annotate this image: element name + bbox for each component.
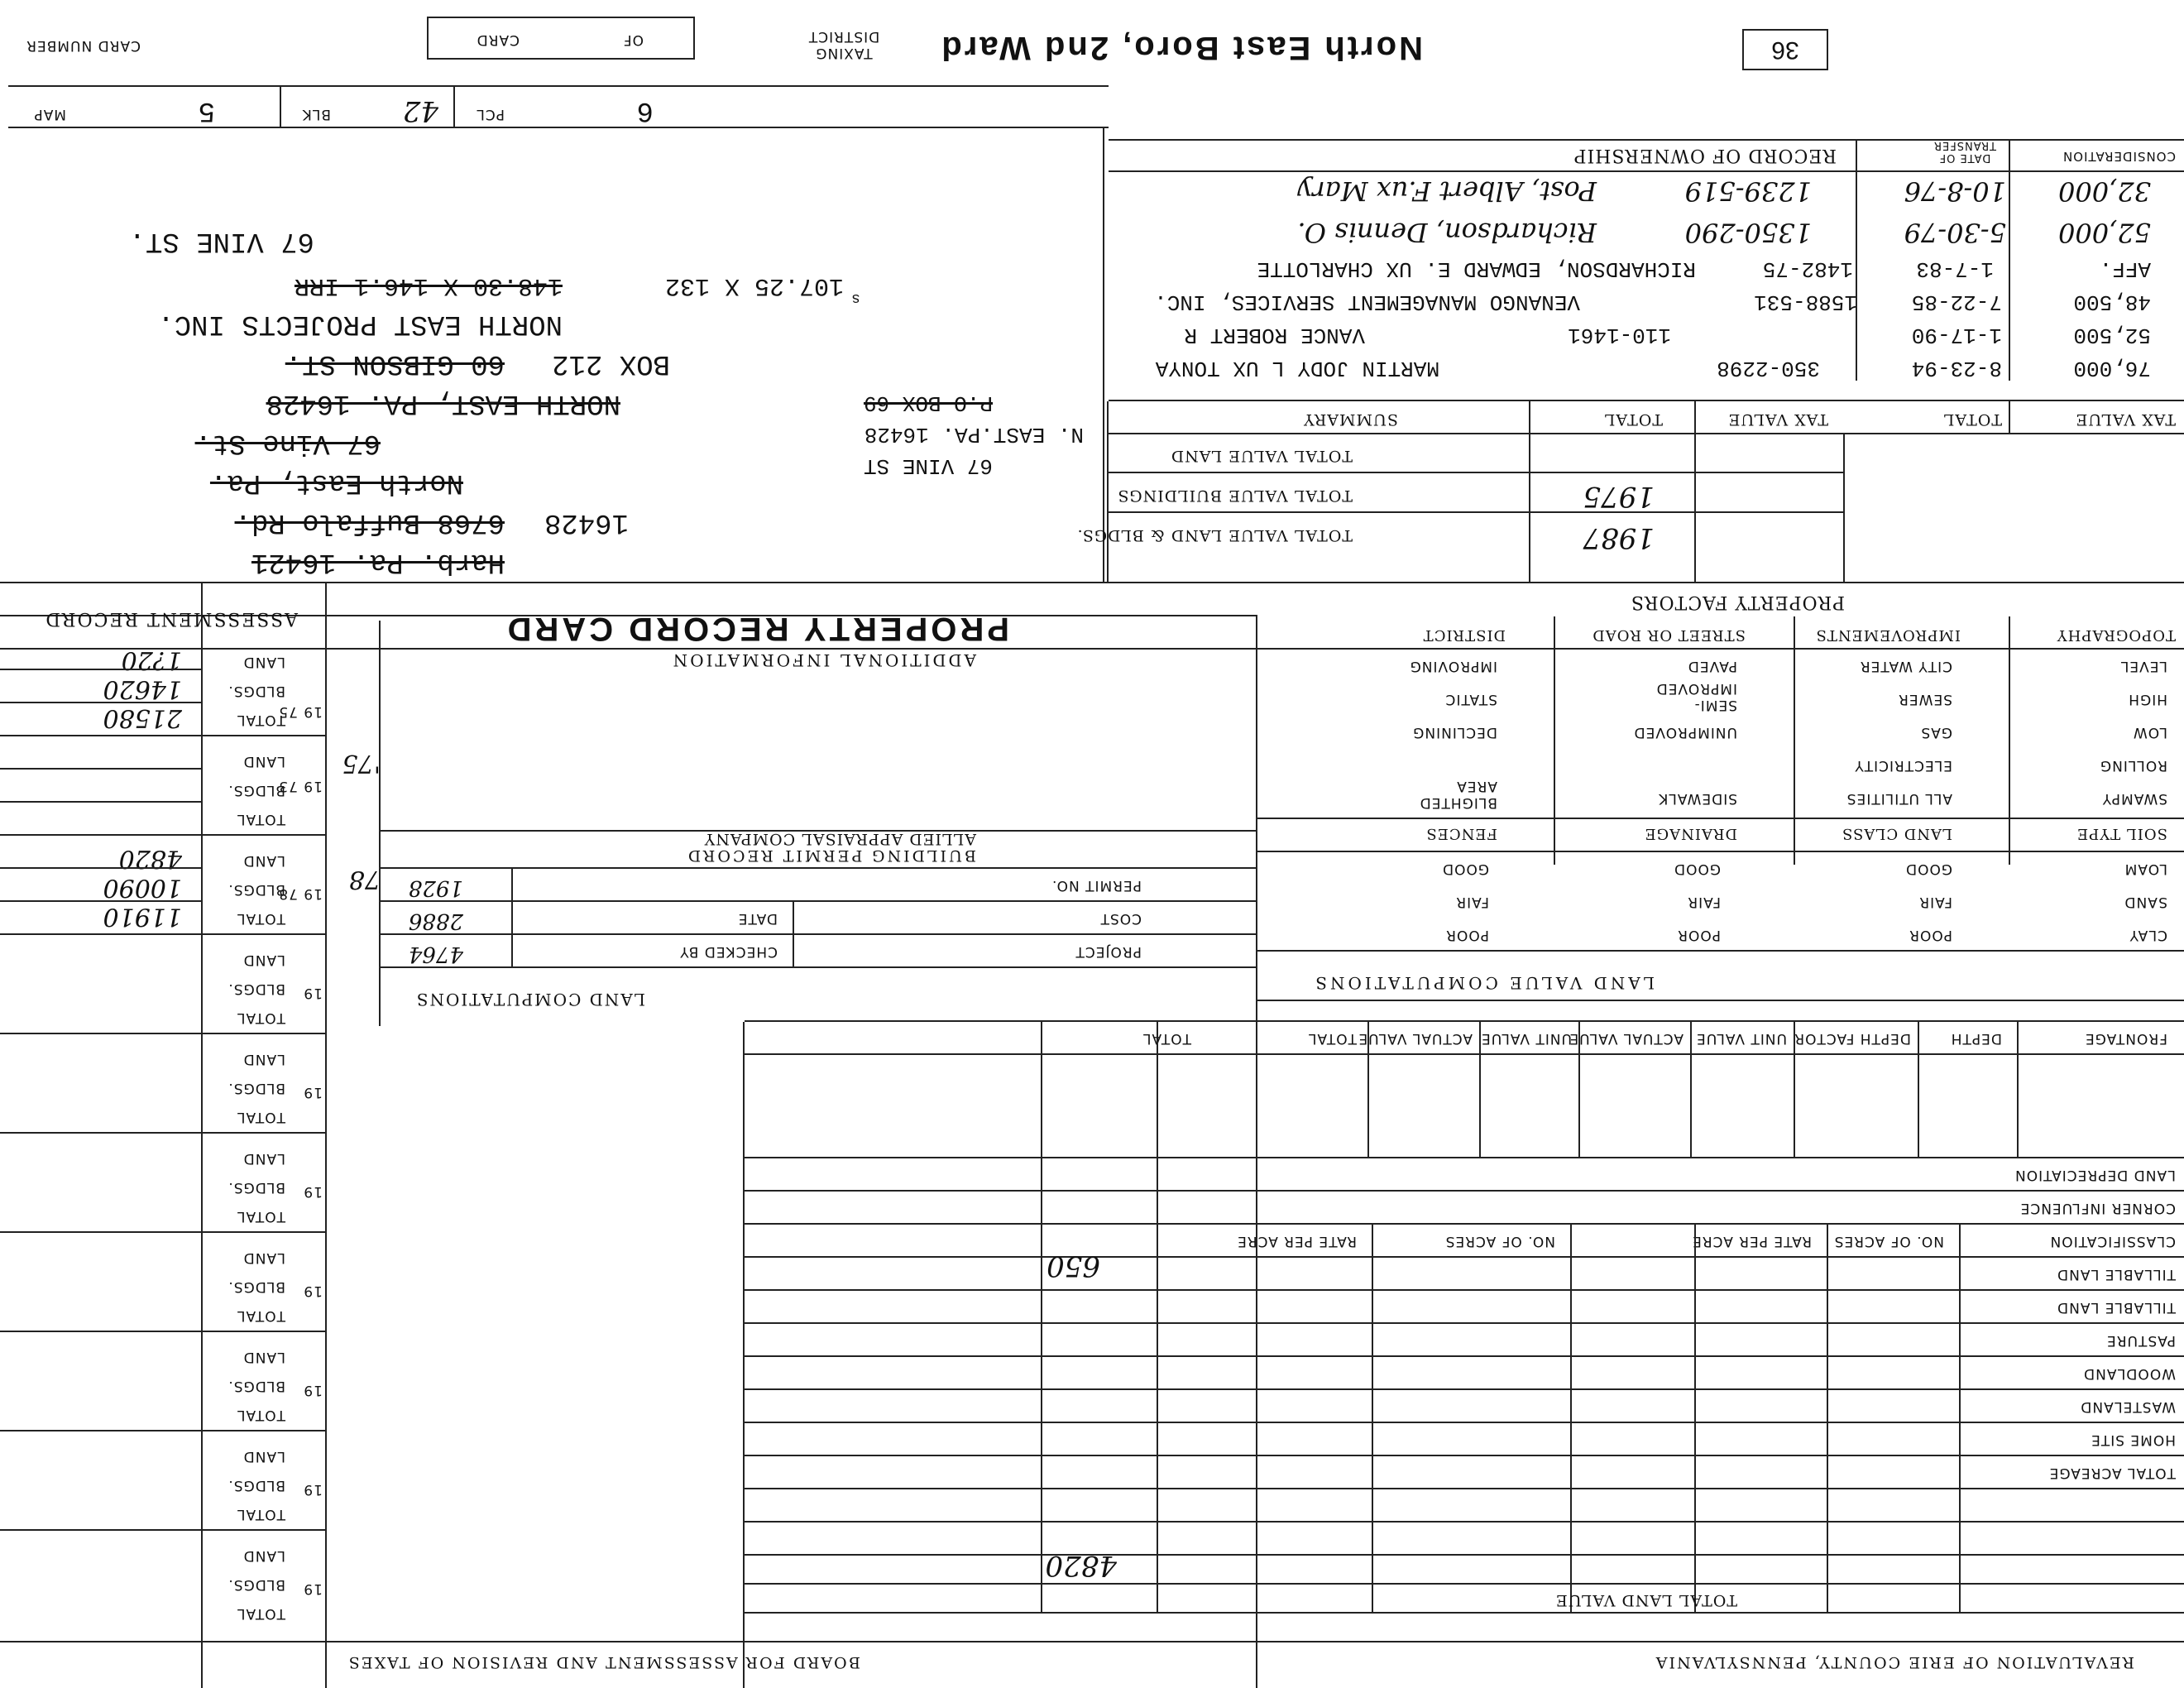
summary-tax-value-header: TAX VALUE: [1727, 410, 1828, 429]
consideration: 76,000: [2073, 356, 2151, 381]
assess-land: LAND: [242, 852, 285, 869]
assess-total: TOTAL: [237, 1307, 285, 1324]
transfer-date: 10-8-76: [1904, 175, 2006, 207]
street-unimproved[interactable]: UNIMPROVED: [1633, 724, 1737, 741]
summary-row-buildings: TOTAL VALUE BUILDINGS: [1117, 487, 1353, 505]
total-land-value-hand: 4820: [1045, 1549, 1117, 1582]
drainage-good[interactable]: GOOD: [1673, 861, 1721, 877]
soil-type-header: SOIL TYPE: [2076, 825, 2167, 842]
street-sidewalk[interactable]: SIDEWALK: [1658, 790, 1737, 807]
map-value: 5: [198, 94, 215, 126]
blk-label: BLK: [301, 106, 331, 122]
card-label: CARD: [476, 31, 520, 48]
assess-total: TOTAL: [237, 1407, 285, 1423]
district-declining[interactable]: DECLINING: [1412, 724, 1497, 741]
acre-header-2: RATE PER ACRE: [1692, 1233, 1812, 1249]
lv-header-total-2: TOTAL: [1142, 1030, 1191, 1047]
assess-land: LAND: [242, 1349, 285, 1365]
assess-bldgs: BLDGS.: [228, 683, 285, 699]
deed-ref: 110-1461: [1568, 323, 1671, 348]
taxing-district-label: TAXING DISTRICT: [807, 28, 880, 61]
assess-bldgs-value: 14620: [103, 674, 182, 703]
assess-total: TOTAL: [237, 1208, 285, 1225]
additional-information-title: ADDITIONAL INFORMATION: [670, 650, 976, 670]
owner-name: VANCE ROBERT R: [1184, 323, 1365, 348]
deed-ref: 1588-531: [1754, 290, 1857, 314]
topography-header: TOPOGRAPHY: [2056, 626, 2176, 644]
assess-total: TOTAL: [237, 712, 285, 728]
ownership-title: RECORD OF OWNERSHIP: [1573, 145, 1837, 165]
woodland: WOODLAND: [2083, 1365, 2176, 1382]
lv-header-unit-value-2: UNIT VALUE: [1481, 1030, 1572, 1047]
assess-year-prefix: 19: [303, 1580, 323, 1597]
assess-land: LAND: [242, 952, 285, 968]
land-computations-label: LAND COMPUTATIONS: [414, 990, 645, 1009]
assess-side-note-2: 78: [348, 865, 381, 894]
deed-ref: 350-2298: [1717, 356, 1820, 381]
card-number-label: CARD NUMBER: [26, 37, 141, 54]
owner-name: VENANGO MANAGEMENT SERVICES, INC.: [1154, 290, 1580, 314]
permit-date-label: DATE: [737, 910, 778, 927]
owner-company: NORTH EAST PROJECTS INC.: [157, 308, 563, 339]
property-location: 67 VINE ST.: [128, 225, 314, 257]
soil-clay[interactable]: CLAY: [2129, 927, 2167, 943]
date-of-transfer-header: DATE OF TRANSFER: [1933, 139, 1997, 164]
assess-bldgs: BLDGS.: [228, 1179, 285, 1196]
of-label: OF: [622, 31, 644, 48]
tillable-land-2: TILLABLE LAND: [2057, 1299, 2176, 1316]
drainage-fair[interactable]: FAIR: [1687, 894, 1721, 910]
property-factors-title: PROPERTY FACTORS: [1630, 592, 1845, 612]
permit-cost-label: COST: [1099, 910, 1142, 927]
wasteland: WASTELAND: [2080, 1398, 2176, 1415]
imp-sewer[interactable]: SEWER: [1898, 691, 1952, 707]
assess-year: 19 78: [278, 885, 323, 902]
assess-total: TOTAL: [237, 1109, 285, 1125]
assess-year-prefix: 19: [303, 1283, 323, 1299]
assess-total-value: 21580: [103, 703, 182, 732]
assess-year-prefix: 19: [303, 1382, 323, 1398]
topo-level[interactable]: LEVEL: [2119, 658, 2167, 674]
summary-tax-value-header-2: TAX VALUE: [2075, 410, 2176, 429]
street-header: STREET OR ROAD: [1592, 626, 1746, 644]
acre-header-1: NO. OF ACRES: [1833, 1233, 1944, 1249]
transfer-date: 1-17-90: [1911, 323, 2002, 348]
improvements-header: IMPROVEMENTS: [1815, 626, 1961, 644]
land-value-title: LAND VALUE COMPUTATIONS: [1312, 973, 1655, 993]
assess-bldgs: BLDGS.: [228, 881, 285, 898]
permit-no-label: PERMIT NO.: [1051, 877, 1142, 894]
assess-bldgs: BLDGS.: [228, 1080, 285, 1096]
dimensions-new: 107.25 X 132: [664, 271, 844, 300]
assess-year-prefix: 19: [303, 1183, 323, 1200]
assessment-title: ASSESSMENT RECORD: [44, 608, 298, 629]
district-blighted-area[interactable]: BLIGHTED AREA: [1419, 778, 1497, 811]
pcl-value: 6: [636, 94, 654, 126]
assess-land: LAND: [242, 1051, 285, 1067]
assess-land: LAND: [242, 1448, 285, 1465]
topo-rolling[interactable]: ROLLING: [2099, 757, 2167, 774]
card-title: PROPERTY RECORD CARD: [504, 611, 1009, 647]
total-land-value-label: TOTAL LAND VALUE: [1554, 1591, 1737, 1609]
transfer-date: 1-7-83: [1916, 257, 1994, 281]
assess-bldgs: BLDGS.: [228, 981, 285, 997]
land-class-header: LAND CLASS: [1842, 825, 1952, 842]
lv-header-unit-value: UNIT VALUE: [1696, 1030, 1787, 1047]
building-permit-title: BUILDING PERMIT RECORD: [685, 846, 976, 865]
district-static[interactable]: STATIC: [1444, 691, 1497, 707]
summary-hand-mark-1: 1975: [1583, 480, 1655, 513]
acre-header-3: NO. OF ACRES: [1444, 1233, 1555, 1249]
pasture: PASTURE: [2106, 1332, 2176, 1349]
assess-land-value: 4820: [118, 844, 182, 873]
classification: CLASSIFICATION: [2049, 1233, 2176, 1249]
imp-gas[interactable]: GAS: [1920, 724, 1952, 741]
district-improving[interactable]: IMPROVING: [1409, 658, 1497, 674]
topo-swampy[interactable]: SWAMPY: [2101, 790, 2167, 807]
address-line-3: NORTH EAST, PA. 16428: [266, 387, 620, 419]
street-paved[interactable]: PAVED: [1687, 658, 1737, 674]
card-box[interactable]: [427, 17, 695, 60]
permit-value-3: 4764: [408, 942, 463, 966]
address-line-4: 67 Vine St.: [194, 427, 381, 458]
summary-row-land: TOTAL VALUE LAND: [1170, 447, 1353, 465]
permit-project-label: PROJECT: [1075, 943, 1142, 960]
summary-title: SUMMARY: [1303, 410, 1398, 429]
mailing-street: 67 VINE ST: [863, 453, 993, 478]
assess-year-prefix: 19: [303, 985, 323, 1001]
lv-header-total: TOTAL: [1308, 1030, 1357, 1047]
summary-hand-mark-2: 1987: [1583, 521, 1655, 554]
assess-bldgs: BLDGS.: [228, 1477, 285, 1494]
lv-header-depth: DEPTH: [1950, 1030, 2002, 1047]
permit-checked-label: CHECKED BY: [679, 943, 778, 960]
summary-total-header: TOTAL: [1603, 410, 1663, 429]
imp-city-water[interactable]: CITY WATER: [1859, 658, 1952, 674]
summary-total-header-2: TOTAL: [1942, 410, 2002, 429]
fences-poor[interactable]: POOR: [1445, 927, 1489, 943]
home-site: HOME SITE: [2091, 1431, 2176, 1448]
deed-ref: 1239-519: [1684, 175, 1812, 207]
consideration: 48,500: [2073, 290, 2151, 314]
transfer-date: 7-22-85: [1911, 290, 2002, 314]
lv-header-depth-factor: DEPTH FACTOR: [1794, 1030, 1911, 1047]
drainage-header: DRAINAGE: [1644, 825, 1737, 842]
owner-name: Richardson, Dennis O.: [1297, 217, 1597, 248]
mailing-po-box: P.O BOX 69: [863, 391, 993, 415]
address-line-6: 6768 Buffalo Rd.: [234, 506, 505, 538]
consideration-header: CONSIDERATION: [2062, 149, 2176, 164]
blk-value: 42: [402, 94, 438, 127]
consideration: 32,000: [2058, 175, 2151, 207]
assess-total: TOTAL: [237, 1506, 285, 1523]
topo-high[interactable]: HIGH: [2128, 691, 2167, 707]
acre-header-4: RATE PER ACRE: [1237, 1233, 1357, 1249]
address-line-7: Harb. Pa. 16421: [251, 546, 505, 578]
lv-header-frontage: FRONTAGE: [2085, 1030, 2167, 1047]
handwritten-zip: 16428: [544, 506, 629, 538]
owner-name: Post, Albert F.ux Mary: [1297, 175, 1597, 207]
pcl-label: PCL: [476, 106, 505, 122]
map-label: MAP: [33, 106, 66, 122]
soil-loam[interactable]: LOAM: [2124, 861, 2167, 877]
address-line-5: North East, Pa.: [209, 467, 463, 498]
drainage-poor[interactable]: POOR: [1677, 927, 1721, 943]
district-name: North East Boro, 2nd Ward: [939, 30, 1423, 66]
soil-sand[interactable]: SAND: [2124, 894, 2167, 910]
dimensions-old: 148.30 X 146.1 IRR: [294, 271, 563, 300]
transfer-date: 8-23-94: [1911, 356, 2002, 381]
assess-total: TOTAL: [237, 1605, 285, 1622]
assess-land: LAND: [242, 753, 285, 770]
total-acreage: TOTAL ACREAGE: [2048, 1465, 2176, 1481]
fences-good[interactable]: GOOD: [1441, 861, 1489, 877]
land-class-fair[interactable]: FAIR: [1918, 894, 1952, 910]
assess-bldgs: BLDGS.: [228, 1576, 285, 1593]
assess-year: 19 75: [278, 703, 323, 720]
assess-total: TOTAL: [237, 811, 285, 827]
transfer-date: 5-30-79: [1904, 217, 2006, 248]
footer-left-title: BOARD FOR ASSESSMENT AND REVISION OF TAXES: [347, 1653, 860, 1671]
assess-total: TOTAL: [237, 1009, 285, 1026]
permit-value-2: 2886: [408, 909, 463, 933]
fences-header: FENCES: [1425, 825, 1497, 842]
assess-bldgs: BLDGS.: [228, 1278, 285, 1295]
allied-appraisal-company: ALLIED APPRAISAL COMPANY: [703, 830, 976, 848]
land-class-good[interactable]: GOOD: [1904, 861, 1952, 877]
lv-header-actual-value: ACTUAL VALUE: [1569, 1030, 1684, 1047]
mailing-city: N. EAST.PA. 16428: [864, 422, 1084, 447]
assess-land-value: 1?20: [121, 645, 182, 674]
assess-land: LAND: [242, 1249, 285, 1266]
assess-bldgs: BLDGS.: [228, 1378, 285, 1394]
deed-ref: 1482-75: [1762, 257, 1853, 281]
assess-land: LAND: [242, 1150, 285, 1167]
assess-bldgs: BLDGS.: [228, 782, 285, 798]
lv-header-actual-value-2: ACTUAL VALUE: [1358, 1030, 1473, 1047]
district-header: DISTRICT: [1422, 626, 1506, 644]
assess-total-value: 11910: [103, 902, 182, 931]
footer-right-title: REVALUATION OF ERIE COUNTY, PENNSYLVANIA: [1654, 1653, 2134, 1671]
address-line-1: 60 GIBSON ST.: [285, 348, 505, 379]
owner-name: RICHARDSON, EDWARD E. UX CHARLOTTE: [1257, 257, 1696, 281]
assess-bldgs-value: 10090: [103, 873, 182, 902]
imp-all-utilities[interactable]: ALL UTILITIES: [1846, 790, 1952, 807]
tillable-land-1: TILLABLE LAND: [2057, 1266, 2176, 1283]
assess-year-prefix: 19: [303, 1084, 323, 1101]
deed-ref: 1350-290: [1684, 217, 1812, 248]
district-code: 36: [1742, 29, 1828, 70]
consideration: 52,000: [2058, 217, 2151, 248]
corner-influence: CORNER INFLUENCE: [2019, 1200, 2176, 1216]
street-semi-improved[interactable]: SEMI-IMPROVED: [1655, 680, 1737, 713]
assess-land: LAND: [242, 1547, 285, 1564]
dimensions-note: s: [851, 290, 860, 306]
consideration: 52,500: [2073, 323, 2151, 348]
assess-total: TOTAL: [237, 910, 285, 927]
imp-electricity[interactable]: ELECTRICITY: [1854, 757, 1952, 774]
consideration: AFF.: [2099, 257, 2151, 281]
summary-row-total: TOTAL VALUE LAND & BLDGS.: [1076, 526, 1353, 544]
topo-low[interactable]: LOW: [2132, 724, 2167, 741]
assess-side-note-1: '75: [342, 749, 381, 778]
land-depreciation: LAND DEPRECIATION: [2014, 1167, 2176, 1183]
land-class-poor[interactable]: POOR: [1909, 927, 1952, 943]
assess-year: 19 73: [278, 778, 323, 794]
assess-land: LAND: [242, 654, 285, 670]
permit-value-1: 1928: [408, 875, 463, 900]
assess-year-prefix: 19: [303, 1481, 323, 1498]
address-line-2: BOX 212: [552, 348, 670, 379]
owner-name: MARTIN JODY L UX TONYA: [1155, 356, 1439, 381]
fences-fair[interactable]: FAIR: [1455, 894, 1489, 910]
classification-hand: 650: [1046, 1249, 1100, 1283]
